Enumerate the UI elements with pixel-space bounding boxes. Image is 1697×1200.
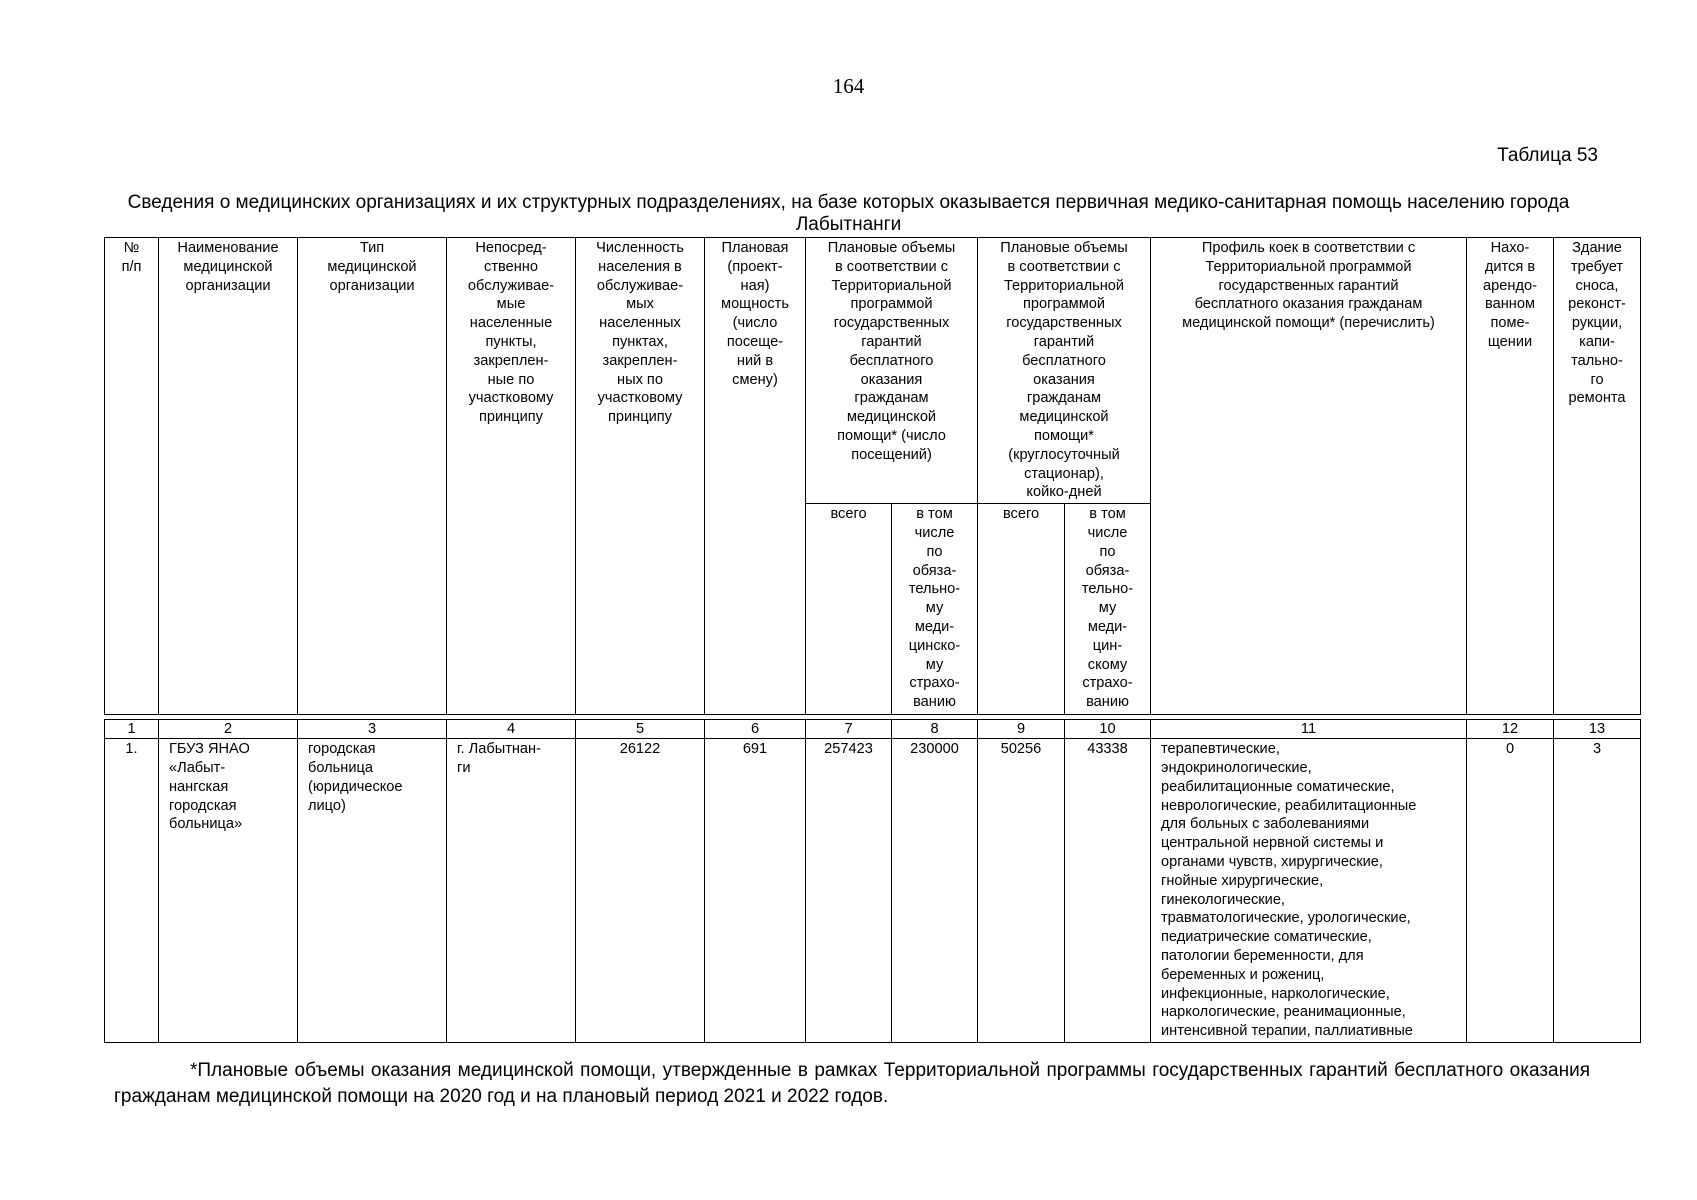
- header-visits-oms: в том числе по обяза- тельно- му меди- цинско- му страхо- ванию: [892, 504, 978, 715]
- cell-settlements: г. Лабытнан- ги: [447, 739, 576, 1043]
- cell-visits-oms: 230000: [892, 739, 978, 1043]
- cell-capacity: 691: [705, 739, 806, 1043]
- column-number: 3: [298, 720, 447, 739]
- column-number: 11: [1151, 720, 1467, 739]
- column-number: 6: [705, 720, 806, 739]
- header-number: № п/п: [105, 238, 159, 715]
- cell-org-name: ГБУЗ ЯНАО «Лабыт- нангская городская больница»: [159, 739, 298, 1043]
- header-capacity: Плановая (проект- ная) мощность (число посеще- ний в смену): [705, 238, 806, 715]
- cell-building-condition: 3: [1554, 739, 1641, 1043]
- column-number: 12: [1467, 720, 1554, 739]
- header-settlements: Непосред- ственно обслуживае- мые населенные пункты, закреплен- ные по участковому принципу: [447, 238, 576, 715]
- header-beddays-oms: в том числе по обяза- тельно- му меди- цин- скому страхо- ванию: [1065, 504, 1151, 715]
- column-number: 9: [978, 720, 1065, 739]
- header-org-name: Наименование медицинской организации: [159, 238, 298, 715]
- header-planned-bed-days: Плановые объемы в соответствии с Территориальной программой государственных гарантий бесплатного оказания гражданам медицинской помощи* (круглосуточный стационар), койко-дней: [978, 238, 1151, 504]
- header-visits-total: всего: [806, 504, 892, 715]
- cell-number: 1.: [105, 739, 159, 1043]
- header-building-condition: Здание требует сноса, реконст- рукции, капи- тально- го ремонта: [1554, 238, 1641, 715]
- header-org-type: Тип медицинской организации: [298, 238, 447, 715]
- header-bed-profiles: Профиль коек в соответствии с Территориальной программой государственных гарантий бесплатного оказания гражданам медицинской помощи* (перечислить): [1151, 238, 1467, 715]
- cell-rented: 0: [1467, 739, 1554, 1043]
- cell-bed-profiles: терапевтические, эндокринологические, реабилитационные соматические, неврологические, реабилитационные для больных с заболеваниями центральной нервной системы и органами чувств, хирургические, гнойные хирургические, гинекологические, травматологические, урологические, педиатрические соматические, патологии беременности, для беременных и рожениц, инфекционные, наркологические, наркологические, реанимационные, интенсивной терапии, паллиативные: [1151, 739, 1467, 1043]
- cell-beddays-total: 50256: [978, 739, 1065, 1043]
- column-number: 7: [806, 720, 892, 739]
- header-beddays-total: всего: [978, 504, 1065, 715]
- column-number-row: [105, 720, 1641, 739]
- column-number: 13: [1554, 720, 1641, 739]
- cell-beddays-oms: 43338: [1065, 739, 1151, 1043]
- column-number: 10: [1065, 720, 1151, 739]
- header-planned-visits: Плановые объемы в соответствии с Территориальной программой государственных гарантий бесплатного оказания гражданам медицинской помощи* (число посещений): [806, 238, 978, 504]
- table-title: Сведения о медицинских организациях и их структурных подразделениях, на базе которых оказывается первичная медико-санитарная помощь населению города Лабытнанги: [127, 192, 1570, 235]
- medical-organizations-table: [104, 237, 1641, 1043]
- table-label: Таблица 53: [1497, 145, 1598, 166]
- page-number: 164: [832, 74, 865, 98]
- header-population: Численность населения в обслуживае- мых населенных пунктах, закреплен- ных по участковому принципу: [576, 238, 705, 715]
- table-row: [105, 739, 1641, 1043]
- footnote: *Плановые объемы оказания медицинской помощи, утвержденные в рамках Территориальной программы государственных гарантий бесплатного оказания гражданам медицинской помощи на 2020 год и на плановый период 2021 и 2022 годов.: [114, 1060, 1590, 1107]
- column-number: 1: [105, 720, 159, 739]
- cell-org-type: городская больница (юридическое лицо): [298, 739, 447, 1043]
- header-rented: Нахо- дится в арендо- ванном поме- щении: [1467, 238, 1554, 715]
- column-number: 4: [447, 720, 576, 739]
- column-number: 8: [892, 720, 978, 739]
- cell-population: 26122: [576, 739, 705, 1043]
- cell-visits-total: 257423: [806, 739, 892, 1043]
- column-number: 5: [576, 720, 705, 739]
- column-number: 2: [159, 720, 298, 739]
